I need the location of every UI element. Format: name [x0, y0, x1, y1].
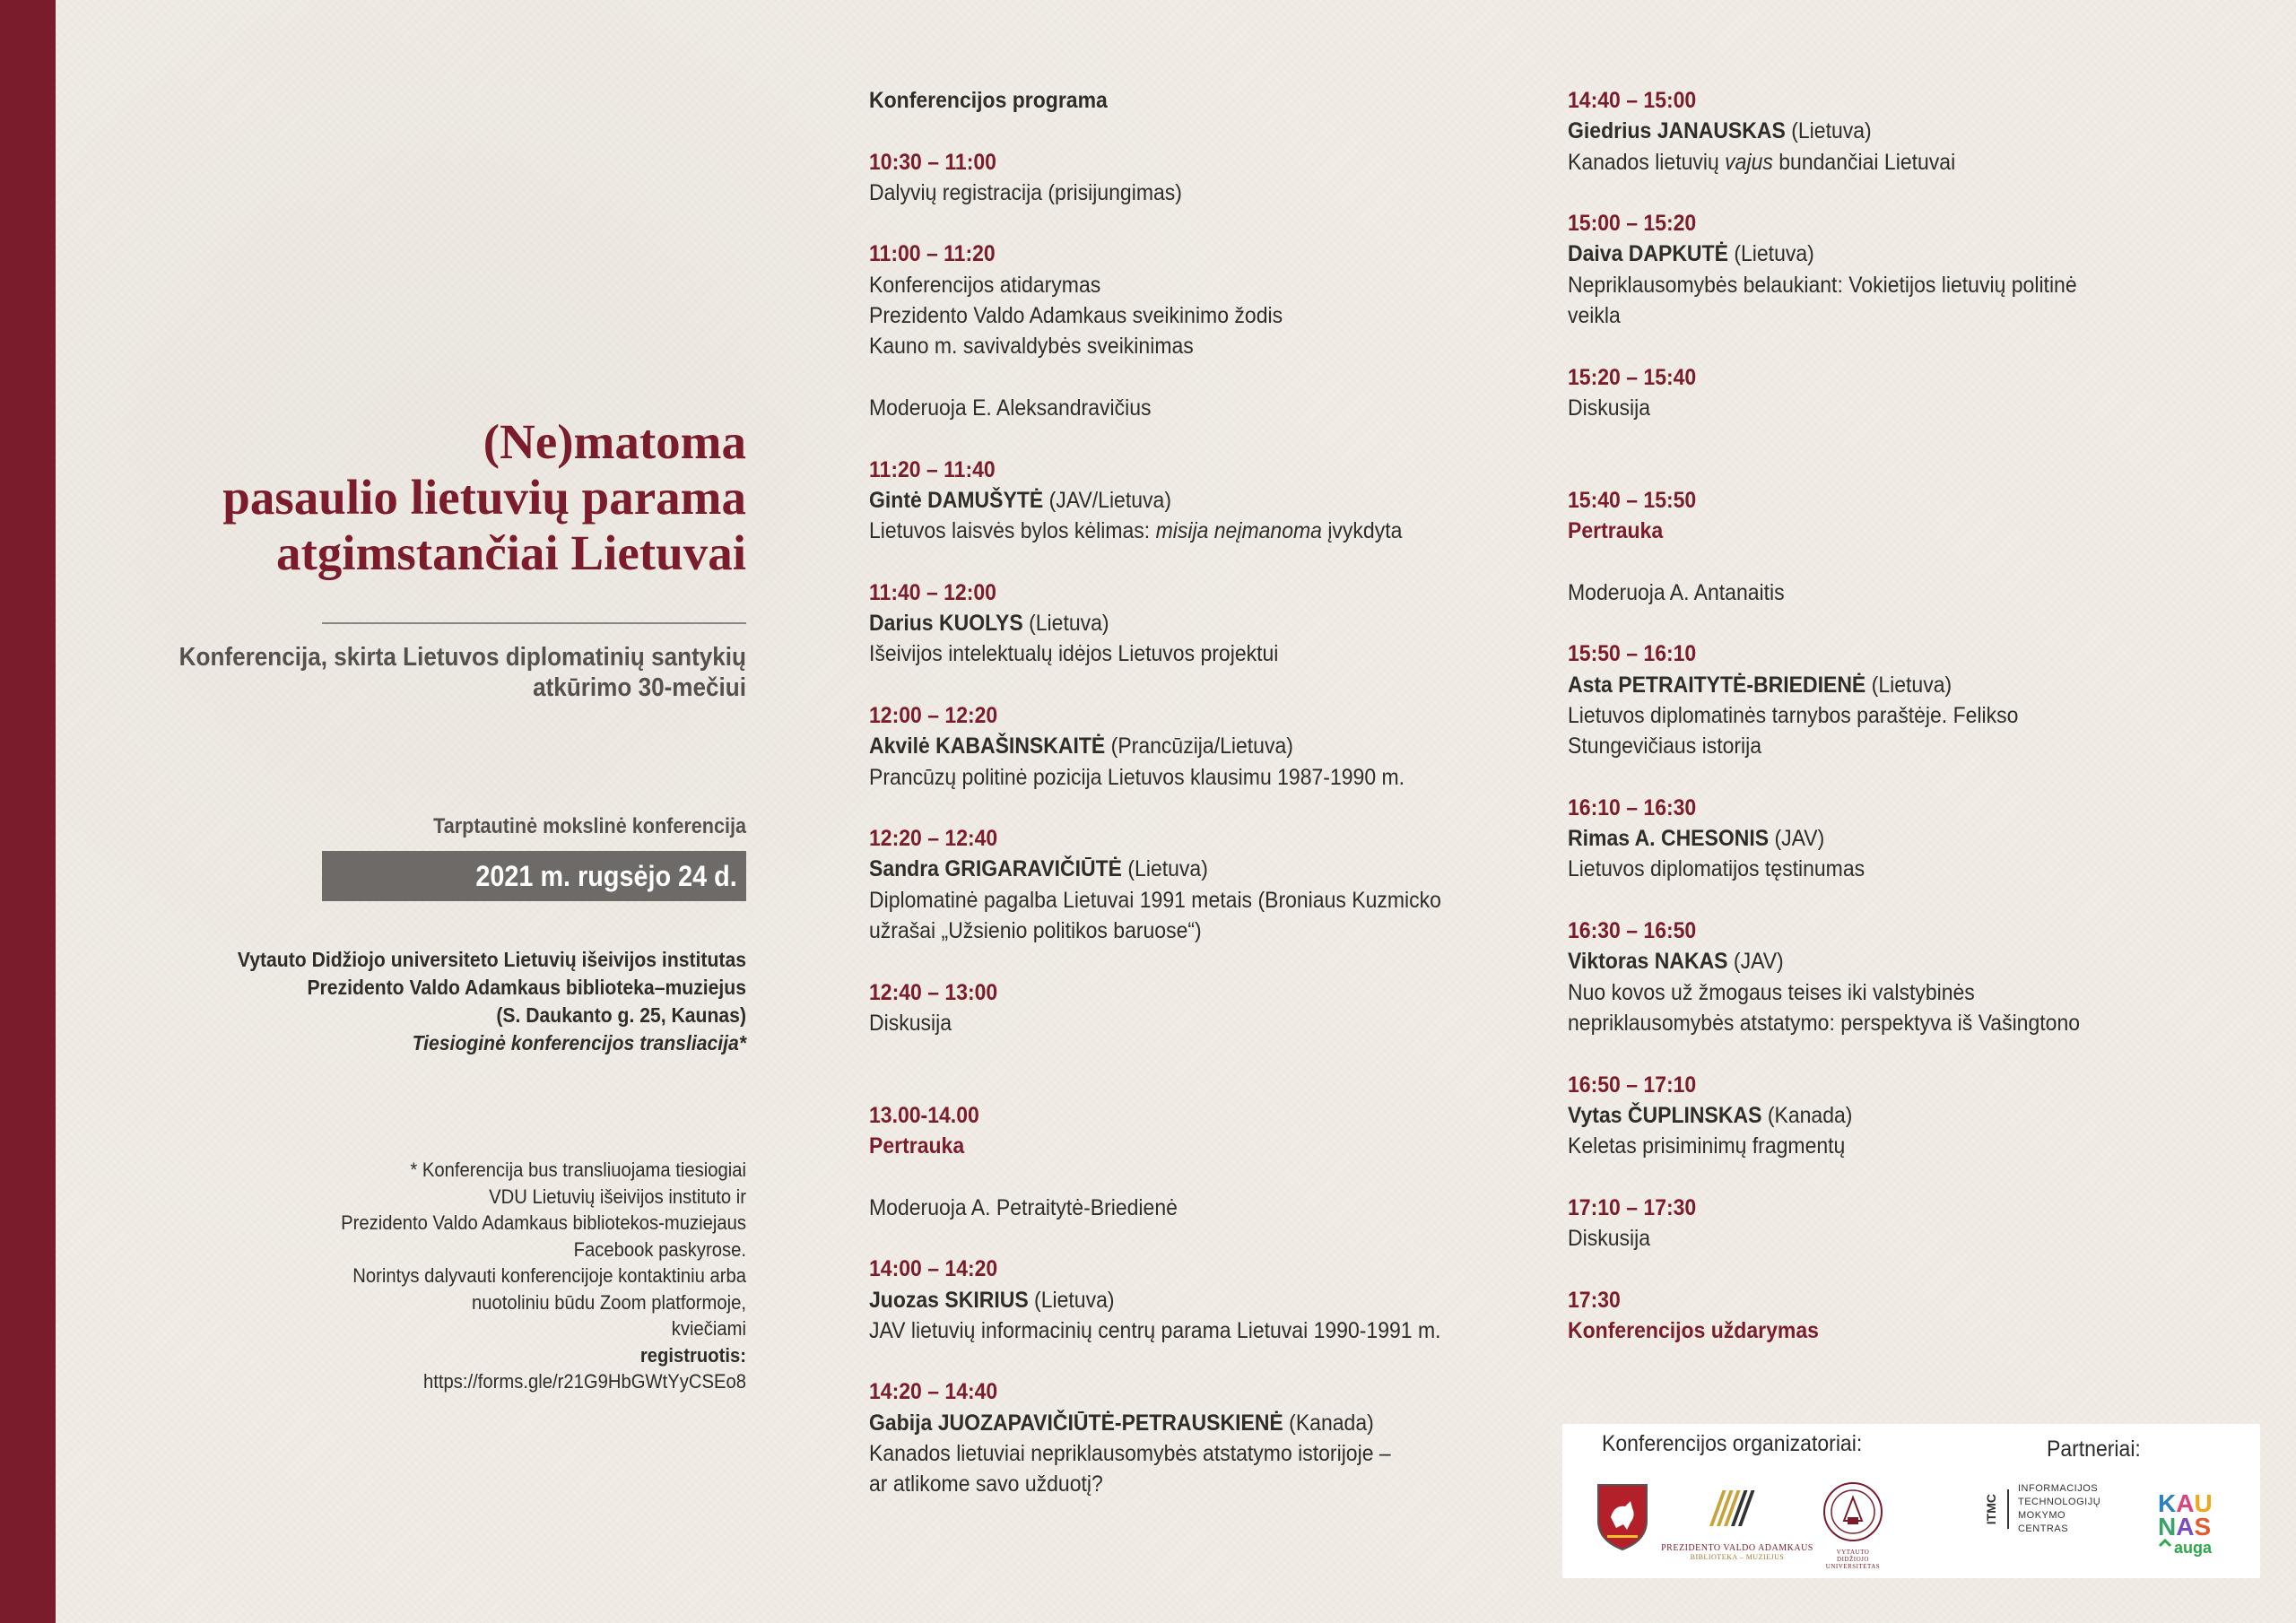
session-time: 11:20 – 11:40 [869, 456, 996, 482]
speaker-name: Gintė DAMUŠYTĖ [869, 487, 1044, 513]
left-accent-stripe [0, 0, 56, 1623]
venue-line: (S. Daukanto g. 25, Kaunas) [496, 1003, 746, 1027]
note-line [86, 1315, 746, 1368]
speaker [869, 608, 1441, 638]
conference-date: 2021 m. rugsėjo 24 d. [475, 859, 737, 892]
session-desc: Diskusija [869, 1010, 952, 1036]
session-time: 11:40 – 12:00 [869, 579, 996, 605]
register-word: registruotis: [639, 1343, 746, 1367]
moderator: Moderuoja E. Aleksandravičius [869, 395, 1152, 421]
speaker [1568, 116, 2080, 146]
talk-title: Keletas prisiminimų fragmentų [1568, 1133, 1846, 1159]
session-time: 13.00-14.00 [869, 1102, 979, 1128]
kaunas-mark-icon [2154, 1481, 2235, 1558]
session-time: 12:20 – 12:40 [869, 826, 998, 852]
session-time: 12:00 – 12:20 [869, 702, 998, 728]
itmc-line: MOKYMO CENTRAS [2017, 1510, 2069, 1534]
broadcast-note: Tiesioginė konferencijos transliacija* [412, 1031, 746, 1055]
talk-title: Prancūzų politinė pozicija Lietuvos klausimu 1987-1990 m. [869, 764, 1405, 790]
program-heading: Konferencijos programa [869, 88, 1108, 113]
talk-title: Kanados lietuviai nepriklausomybės atstatymo istorijoje – [869, 1441, 1391, 1467]
session-time: 16:10 – 16:30 [1568, 794, 1697, 820]
speaker-country: (Lietuva) [1022, 611, 1109, 637]
speaker-name: Giedrius JANAUSKAS [1568, 118, 1786, 144]
session-desc: Diskusija [1568, 1225, 1651, 1251]
speaker-country: (Lietuva) [1727, 241, 1814, 267]
conference-type: Tarptautinė mokslinė konferencija [433, 814, 746, 838]
vdu-caption: VYTAUTO DIDŽIOJO [1836, 1549, 1870, 1563]
session-time: 14:40 – 15:00 [1568, 88, 1697, 113]
break-label: Pertrauka [869, 1133, 965, 1159]
kaunas-auga-logo [2154, 1481, 2235, 1558]
speaker [869, 1285, 1441, 1315]
program-column-1 [869, 85, 1491, 1500]
speaker [1568, 1100, 2080, 1131]
session-time: 17:10 – 17:30 [1568, 1194, 1697, 1220]
speaker-country: (Lietuva) [1866, 672, 1952, 698]
vdu-subcaption: UNIVERSITETAS [1825, 1563, 1881, 1570]
moderator: Moderuoja A. Petraitytė-Briedienė [869, 1194, 1178, 1220]
program-column-2 [1568, 85, 2125, 1346]
itmc-line: TECHNOLOGIJŲ [2017, 1497, 2101, 1507]
talk-title: Nuo kovos už žmogaus teises iki valstybinės [1568, 979, 1975, 1005]
speaker [869, 854, 1441, 884]
register-prefix: kviečiami [671, 1317, 746, 1340]
speaker [1568, 239, 2080, 269]
title-line: (Ne)matoma [483, 414, 746, 469]
subtitle-line: atkūrimo 30-mečiui [533, 673, 746, 702]
speaker-name: Rimas A. CHESONIS [1568, 826, 1770, 852]
session-desc: Prezidento Valdo Adamkaus sveikinimo žodis [869, 303, 1283, 329]
speaker-country: (Kanada) [1761, 1102, 1853, 1128]
talk-title: Diplomatinė pagalba Lietuvai 1991 metais (Broniaus Kuzmicko [869, 887, 1441, 913]
speaker [1568, 670, 2080, 700]
talk-text: bundančiai Lietuvai [1772, 149, 1956, 175]
title-divider [322, 622, 746, 624]
talk-text: Kanados lietuvių [1568, 149, 1726, 175]
pvab-subcaption: BIBLIOTEKA – MUZIEJUS [1690, 1553, 1785, 1561]
title-line: atgimstančiai Lietuvai [275, 525, 746, 580]
talk-title: Lietuvos diplomatinės tarnybos paraštėje. Felikso [1568, 702, 2019, 728]
speaker-name: Darius KUOLYS [869, 611, 1023, 637]
note-line: nuotoliniu būdu Zoom platformoje, [471, 1290, 746, 1314]
break-label: Pertrauka [1568, 518, 1664, 544]
kaunas-coat-of-arms-logo [1595, 1481, 1650, 1551]
note-line: Facebook paskyrose. [573, 1237, 746, 1261]
venue-block [86, 946, 746, 1057]
session-desc: Konferencijos atidarymas [869, 272, 1101, 298]
poster-subtitle [84, 642, 746, 703]
session-time: 12:40 – 13:00 [869, 979, 998, 1005]
moderator: Moderuoja A. Antanaitis [1568, 579, 1785, 605]
partners-label: Partneriai: [2047, 1436, 2141, 1462]
svg-text:NAS: NAS [2158, 1513, 2212, 1541]
speaker [1568, 823, 2080, 854]
closing-label: Konferencijos uždarymas [1568, 1317, 1819, 1343]
speaker-name: Vytas ČUPLINSKAS [1568, 1102, 1762, 1128]
pvab-mark-icon [1661, 1487, 1813, 1530]
speaker-name: Gabija JUOZAPAVIČIŪTĖ-PETRAUSKIENĖ [869, 1410, 1283, 1436]
registration-link[interactable]: https://forms.gle/r21G9HbGWtYyCSEo8 [423, 1370, 746, 1393]
speaker-country: (JAV) [1769, 826, 1825, 852]
speaker-country: (Lietuva) [1028, 1287, 1115, 1313]
session-time: 10:30 – 11:00 [869, 149, 996, 175]
kaunas-auga-word: auga [2174, 1539, 2213, 1557]
speaker-country: (JAV) [1727, 949, 1784, 975]
note-line: Prezidento Valdo Adamkaus bibliotekos-muziejaus [341, 1211, 746, 1234]
session-time: 15:00 – 15:20 [1568, 211, 1697, 237]
session-desc: Dalyvių registracija (prisijungimas) [869, 179, 1182, 205]
pvab-caption: PREZIDENTO VALDO ADAMKAUS [1661, 1543, 1813, 1553]
registration-note [86, 1157, 746, 1395]
speaker [869, 485, 1441, 516]
speaker-name: Sandra GRIGARAVIČIŪTĖ [869, 856, 1123, 882]
session-time: 15:50 – 16:10 [1568, 641, 1697, 667]
note-line: VDU Lietuvių išeivijos instituto ir [489, 1185, 746, 1208]
session-time: 14:20 – 14:40 [869, 1379, 998, 1405]
speaker-country: (Lietuva) [1122, 856, 1208, 882]
session-time: 15:20 – 15:40 [1568, 364, 1697, 390]
talk-title: nepriklausomybės atstatymo: perspektyva iš Vašingtono [1568, 1010, 2081, 1036]
speaker-country: (JAV/Lietuva) [1043, 487, 1171, 513]
itmc-logo [1984, 1485, 2118, 1533]
session-time: 15:40 – 15:50 [1568, 487, 1697, 513]
talk-title: Lietuvos diplomatijos tęstinumas [1568, 856, 1866, 882]
itmc-line: INFORMACIJOS [2017, 1483, 2099, 1494]
speaker-name: Daiva DAPKUTĖ [1568, 241, 1728, 267]
svg-text:KAU: KAU [2158, 1489, 2213, 1517]
talk-title: Stungevičiaus istorija [1568, 733, 1762, 759]
talk-title: užrašai „Užsienio politikos baruose“) [869, 918, 1202, 944]
note-line: * Konferencija bus transliuojama tiesiogiai [410, 1159, 746, 1181]
vdu-university-logo [1821, 1481, 1885, 1570]
coat-of-arms-icon [1595, 1481, 1650, 1551]
talk-title: veikla [1568, 303, 1621, 329]
session-time: 14:00 – 14:20 [869, 1256, 998, 1282]
speaker-name: Asta PETRAITYTĖ-BRIEDIENĖ [1568, 672, 1866, 698]
speaker [869, 1408, 1441, 1438]
title-line: pasaulio lietuvių parama [222, 470, 746, 525]
session-time: 16:50 – 17:10 [1568, 1072, 1697, 1098]
speaker-name: Viktoras NAKAS [1568, 949, 1728, 975]
vdu-seal-icon [1821, 1481, 1885, 1544]
date-banner [322, 851, 746, 901]
talk-title: JAV lietuvių informacinių centrų parama Lietuvai 1990-1991 m. [869, 1317, 1441, 1343]
talk-text-italic: vajus [1725, 149, 1773, 175]
session-time: 16:30 – 16:50 [1568, 918, 1697, 944]
speaker [869, 731, 1441, 761]
session-desc: Diskusija [1568, 395, 1651, 421]
session-time: 17:30 [1568, 1287, 1621, 1313]
pvab-library-logo [1661, 1487, 1813, 1567]
venue-line: Prezidento Valdo Adamkaus biblioteka–muziejus [307, 976, 746, 999]
itmc-text [2018, 1482, 2118, 1536]
speaker-country: (Kanada) [1283, 1410, 1374, 1436]
speaker [1568, 946, 2080, 976]
speaker-country: (Lietuva) [1785, 118, 1872, 144]
speaker-country: (Prancūzija/Lietuva) [1105, 733, 1293, 759]
organizers-label: Konferencijos organizatoriai: [1602, 1431, 1863, 1456]
talk-title: Nepriklausomybės belaukiant: Vokietijos lietuvių politinė [1568, 272, 2077, 298]
talk-title [1568, 147, 2080, 178]
venue-line: Vytauto Didžiojo universiteto Lietuvių išeivijos institutas [237, 948, 747, 971]
talk-text-italic: misija neįmanoma [1155, 518, 1322, 544]
session-time: 11:00 – 11:20 [869, 241, 996, 267]
poster-title [11, 414, 746, 581]
note-line: Norintys dalyvauti konferencijoje kontaktiniu arba [352, 1264, 746, 1287]
speaker-name: Juozas SKIRIUS [869, 1287, 1029, 1313]
subtitle-line: Konferencija, skirta Lietuvos diplomatinių santykių [178, 643, 746, 672]
itmc-mark: ITMC [1984, 1493, 1998, 1525]
speaker-name: Akvilė KABAŠINSKAITĖ [869, 733, 1106, 759]
talk-title: ar atlikome savo užduotį? [869, 1471, 1103, 1497]
talk-title [869, 516, 1441, 546]
talk-text: įvykdyta [1321, 518, 1403, 544]
talk-title: Išeivijos intelektualų idėjos Lietuvos projektui [869, 641, 1279, 667]
talk-text: Lietuvos laisvės bylos kėlimas: [869, 518, 1156, 544]
session-desc: Kauno m. savivaldybės sveikinimas [869, 334, 1194, 360]
